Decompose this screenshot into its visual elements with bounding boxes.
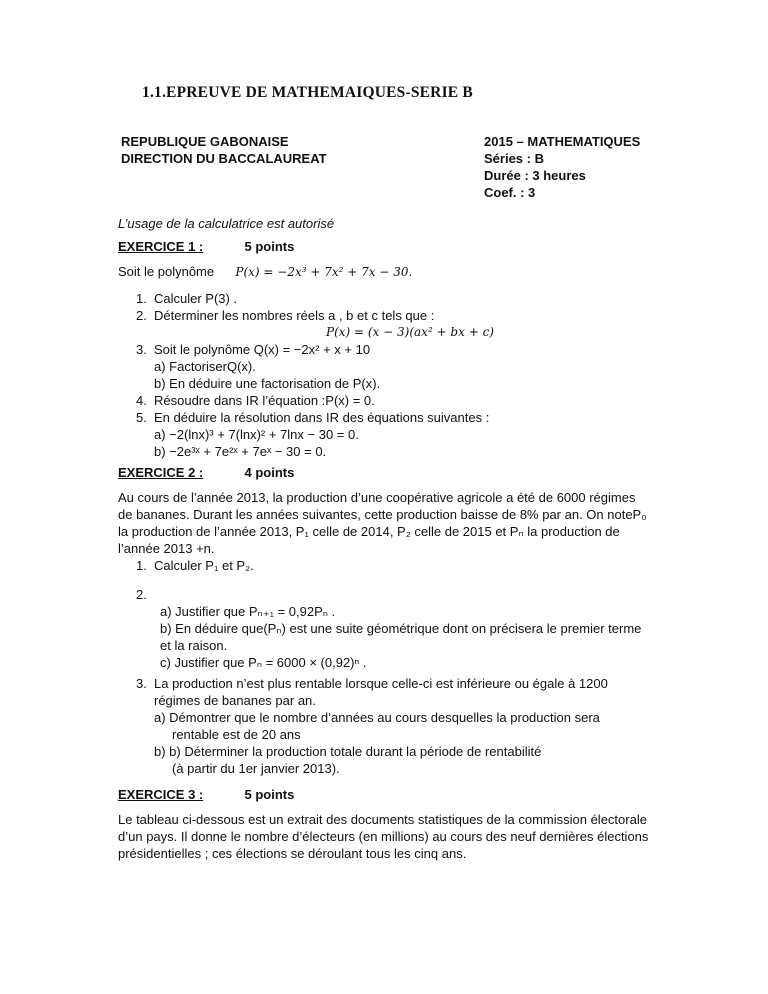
ex1-question-5: 5. En déduire la résolution dans IR des équations suivantes : (136, 410, 490, 425)
exam-year-subject: 2015 – MATHEMATIQUES (484, 134, 641, 149)
intro-text: Soit le polynôme (118, 264, 215, 279)
ex1-q4-text: Résoudre dans IR l’équation :P(x) = 0. (154, 393, 375, 408)
ex2-q3-line-1: La production n’est plus rentable lorsque celle-ci est inférieure ou égale à 1200 (154, 676, 608, 691)
ex2-q1-text: Calculer P₁ et P₂. (154, 558, 254, 573)
exercise-3-label: EXERCICE 3 : (118, 787, 204, 802)
ex2-q2c: c) Justifier que Pₙ = 6000 × (0,92)ⁿ . (160, 655, 367, 670)
document-title: 1.1.EPREUVE DE MATHEMAIQUES-SERIE B (142, 84, 473, 101)
ex2-question-2 (136, 586, 641, 671)
header-left (121, 133, 327, 167)
ex1-q5a: a) −2(lnx)³ + 7(lnx)² + 7lnx − 30 = 0. (154, 427, 359, 442)
ex2-q2b-line-2: et la raison. (160, 638, 228, 653)
ex2-q2b-line-1: b) En déduire que(Pₙ) est une suite géométrique dont on précisera le premier terme (160, 621, 642, 636)
direction-name: DIRECTION DU BACCALAUREAT (121, 151, 327, 166)
ex2-q2a: a) Justifier que Pₙ₊₁ = 0,92Pₙ . (160, 604, 336, 619)
exercise-3-points: 5 points (244, 787, 295, 802)
ex2-q3a-line-1: a) Démontrer que le nombre d’années au cours desquelles la production sera (154, 710, 600, 725)
calculator-note: L’usage de la calculatrice est autorisé (118, 216, 335, 231)
ex2-question-3: 3. La production n’est plus rentable lorsque celle-ci est inférieure ou égale à 1200 régimes de bananes par an. a) Démontrer que le nombre d’années au cours desquelles la production sera rentable est de 20 ans b) b) Déterminer la production totale durant la période de rentabilité (à partir du 1er janvier 2013). (136, 676, 608, 776)
ex2-q3-line-2: régimes de bananes par an. (154, 693, 316, 708)
ex1-q2-text: Déterminer les nombres réels a , b et c tels que : (154, 308, 435, 323)
exam-duration: Durée : 3 heures (484, 168, 586, 183)
ex3-para-line-2: d’un pays. Il donne le nombre d’électeurs (en millions) au cours des neuf dernières élections (118, 829, 649, 844)
header-right (484, 133, 640, 201)
ex2-para-line-1: Au cours de l’année 2013, la production d’une coopérative agricole a été de 6000 régimes (118, 490, 636, 505)
ex3-para-line-3: présidentielles ; ces élections se déroulant tous les cinq ans. (118, 846, 467, 861)
ex2-q2-number: 2. (136, 587, 147, 602)
ex2-q3b-line-2: (à partir du 1er janvier 2013). (172, 761, 340, 776)
exam-series: Séries : B (484, 151, 544, 166)
exercise-1-intro (118, 263, 412, 281)
ex2-q3b-line-1: b) b) Déterminer la production totale durant la période de rentabilité (154, 744, 542, 759)
country-name: REPUBLIQUE GABONAISE (121, 134, 289, 149)
exercise-1-label: EXERCICE 1 : (118, 239, 204, 254)
exercise-3-statement (118, 811, 648, 862)
ex2-para-line-3: la production de l’année 2013, P₁ celle de 2014, P₂ celle de 2015 et Pₙ la production de (118, 524, 620, 539)
ex1-q5-text: En déduire la résolution dans IR des équations suivantes : (154, 410, 490, 425)
exercise-3-heading (118, 787, 294, 802)
exercise-1-points: 5 points (244, 239, 295, 254)
ex2-q3a-line-2: rentable est de 20 ans (172, 727, 301, 742)
exercise-2-points: 4 points (244, 465, 295, 480)
polynomial-p: P(x) = −2x³ + 7x² + 7x − 30. (235, 265, 413, 279)
ex2-para-line-4: l’année 2013 +n. (118, 541, 215, 556)
exercise-1-questions (136, 290, 494, 460)
ex1-question-1: 1. Calculer P(3) . (136, 291, 238, 306)
ex1-question-4: 4. Résoudre dans IR l’équation :P(x) = 0. (136, 393, 375, 408)
exercise-2-label: EXERCICE 2 : (118, 465, 204, 480)
ex1-q2-formula: P(x) = (x − 3)(ax² + bx + c) (326, 325, 494, 339)
ex2-question-1: 1. Calculer P₁ et P₂. (136, 558, 254, 573)
ex3-para-line-1: Le tableau ci-dessous est un extrait des documents statistiques de la commission électorale (118, 812, 647, 827)
ex1-q3-text: Soit le polynôme Q(x) = −2x² + x + 10 (154, 342, 371, 357)
exercise-2-statement (118, 489, 647, 557)
ex1-question-3: 3. Soit le polynôme Q(x) = −2x² + x + 10 (136, 342, 371, 357)
ex1-q5b: b) −2e³ˣ + 7e²ˣ + 7eˣ − 30 = 0. (154, 444, 327, 459)
exercise-2-heading (118, 465, 294, 480)
exam-coefficient: Coef. : 3 (484, 185, 536, 200)
ex1-question-2: 2. Déterminer les nombres réels a , b et c tels que : (136, 308, 435, 323)
ex1-q3a: a) FactoriserQ(x). (154, 359, 256, 374)
ex2-para-line-2: de bananes. Durant les années suivantes, cette production baisse de 8% par an. On noteP₀ (118, 507, 647, 522)
ex1-q3b: b) En déduire une factorisation de P(x). (154, 376, 381, 391)
exercise-1-heading (118, 239, 294, 254)
ex1-q1-text: Calculer P(3) . (154, 291, 238, 306)
